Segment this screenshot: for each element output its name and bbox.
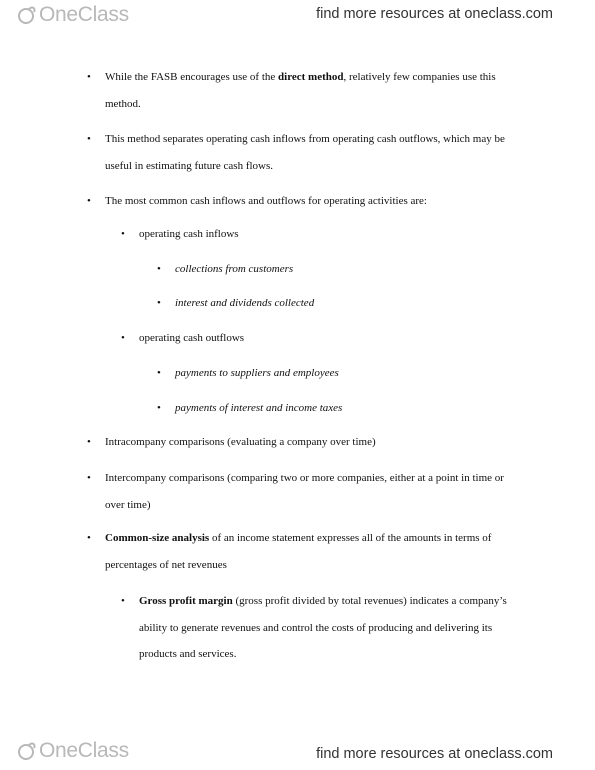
resources-link-footer[interactable]: find more resources at oneclass.com [316,746,553,762]
oneclass-logo[interactable] [18,3,129,27]
oneclass-logo-footer[interactable] [18,739,129,763]
logo-text: OneClass [39,3,129,26]
bullet-dot: • [87,71,91,83]
bold-term: direct method [278,71,344,83]
bold-term: Common-size analysis [105,532,210,544]
oneclass-logo-icon [18,5,38,25]
bold-term: Gross profit margin [139,595,233,607]
resources-link[interactable]: find more resources at oneclass.com [316,6,553,22]
logo-text: OneClass [39,739,129,762]
oneclass-logo-icon [18,741,38,761]
